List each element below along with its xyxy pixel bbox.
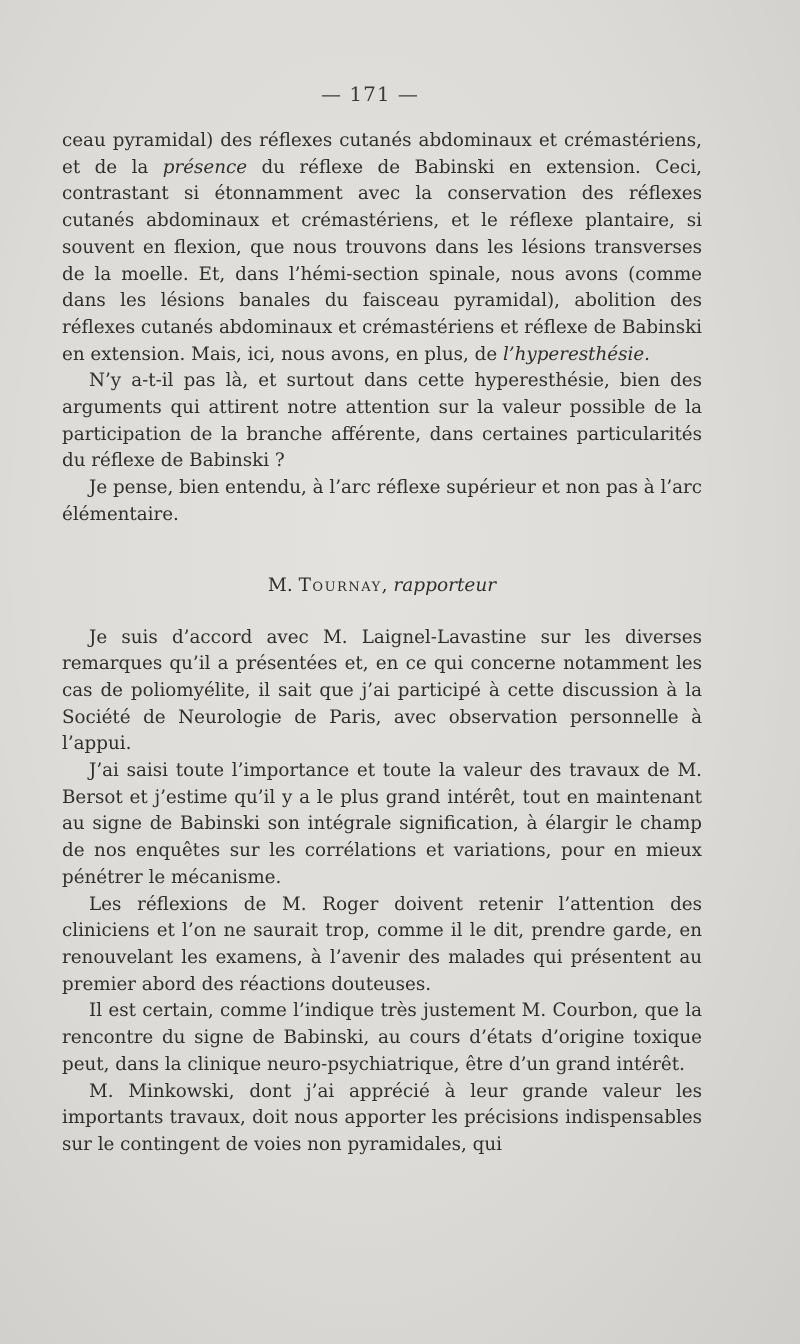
paragraph-text: du réflexe de Babinski en extension. Ceci, contrastant si étonnamment avec la conservation des réflexes cutanés abdominaux et crémastériens, et le réflexe plantaire, si souvent en flexion, que nous trouvons dans les lésions transverses de la moelle. Et, dans l’hémi-section spinale, nous avons (comme dans les lésions banales du faisceau pyramidal), abolition des réflexes cutanés abdominaux et crémastériens et réflexe de Babinski en extension. Mais, ici, nous avons, en plus, de [62, 156, 702, 365]
page-number: — 171 — [321, 82, 419, 106]
speaker-role: rapporteur [393, 574, 497, 596]
page-content [62, 128, 702, 1159]
paragraph: J’ai saisi toute l’importance et toute la valeur des travaux de M. Bersot et j’estime qu’il y a le plus grand intérêt, tout en maintenant au signe de Babinski son intégrale signification, à élargir le champ de nos enquêtes sur les corrélations et variations, pour en mieux pénétrer le mécanisme. [62, 760, 702, 888]
speaker-heading [62, 573, 702, 599]
paragraph: N’y a-t-il pas là, et surtout dans cette hyperesthésie, bien des arguments qui attirent notre attention sur la valeur possible de la participation de la branche afférente, dans certaines particularités du réflexe de Babinski ? [62, 370, 702, 472]
speaker-name: Tournay [298, 574, 382, 596]
paragraph: Il est certain, comme l’indique très justement M. Courbon, que la rencontre du signe de Babinski, au cours d’états d’origine toxique peut, dans la clinique neuro-psychiatrique, être d’un grand intérêt. [62, 1000, 702, 1075]
emphasis-text: présence [162, 156, 248, 178]
paragraph: Je suis d’accord avec M. Laignel-Lavastine sur les diverses remarques qu’il a présentées et, en ce qui concerne notamment les cas de poliomyélite, il sait que j’ai participé à cette discussion à la Société de Neurologie de Paris, avec observation personnelle à l’appui. [62, 626, 702, 755]
emphasis-text: l’hyperesthésie. [502, 343, 650, 365]
paragraph: Je pense, bien entendu, à l’arc réflexe supérieur et non pas à l’arc élémentaire. [62, 477, 703, 525]
speaker-prefix: M. [267, 574, 299, 596]
heading-separator: , [381, 574, 394, 596]
paragraph-text: ceau pyramidal) des réflexes cutanés abdominaux et crémastériens, et de la [62, 130, 702, 178]
paragraph: M. Minkowski, dont j’ai apprécié à leur grande valeur les importants travaux, doit nous apporter les précisions indispensables sur le contingent de voies non pyramidales, qui [62, 1080, 702, 1155]
paragraph: Les réflexions de M. Roger doivent retenir l’attention des cliniciens et l’on ne saurait trop, comme il le dit, prendre garde, en renouvelant les examens, à l’avenir des malades qui présentent au premier abord des réactions douteuses. [62, 893, 702, 995]
paragraph [62, 128, 702, 368]
